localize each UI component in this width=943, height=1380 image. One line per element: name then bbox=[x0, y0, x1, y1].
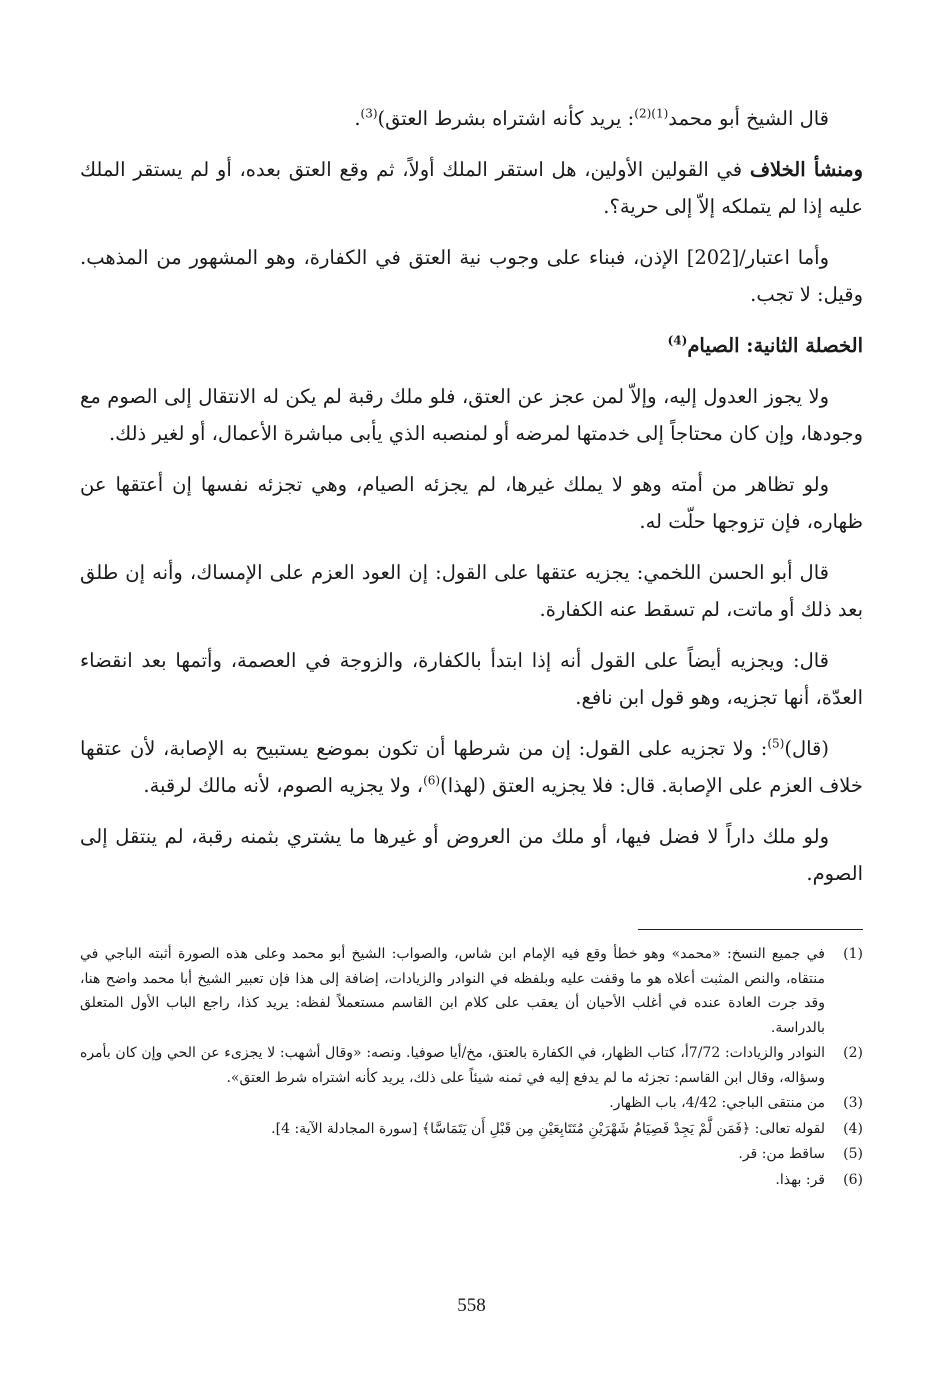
footnote bbox=[80, 1091, 863, 1116]
paragraph-4: ولا يجوز العدول إليه، وإلاّ لمن عجز عن العتق، فلو ملك رقبة لم يكن له الانتقال إلى الصوم مع وجودها، وإن كان محتاجاً إلى خدمتها لمرضه أو لمنصبه الذي يأبى مباشرة الأعمال، أو لغير ذلك. bbox=[80, 385, 863, 445]
text: (قال) bbox=[784, 737, 829, 760]
footnote-number: (3) bbox=[843, 1095, 863, 1111]
footnote-number: (2) bbox=[843, 1045, 863, 1061]
footnote bbox=[80, 1168, 863, 1193]
text: : يريد كأنه اشتراه بشرط العتق) bbox=[377, 107, 635, 130]
footnote-ref[interactable]: (2) bbox=[634, 106, 652, 121]
paragraph-6: قال أبو الحسن اللخمي: يجزيه عتقها على القول: إن العود العزم على الإمساك، وأنه إن طلق بعد ذلك أو ماتت، لم تسقط عنه الكفارة. bbox=[80, 561, 863, 621]
footnote bbox=[80, 1117, 863, 1142]
text: في القولين الأولين، هل استقر الملك أولاً، ثم وقع العتق بعده، أو لم يستقر الملك عليه إذا لم يتملكه إلاّ إلى حرية؟. bbox=[80, 158, 863, 218]
footnote bbox=[80, 1041, 863, 1090]
paragraph-8 bbox=[80, 730, 863, 804]
footnote-text: قر: بهذا. bbox=[775, 1171, 825, 1188]
footnote-ref[interactable]: (5) bbox=[767, 736, 785, 751]
paragraph-3: وأما اعتبار/[202] الإذن، فبناء على وجوب نية العتق في الكفارة، وهو المشهور من المذهب. وقيل: لا تجب. bbox=[80, 246, 863, 306]
footnote-ref[interactable]: (3) bbox=[360, 106, 378, 121]
footnote-number: (1) bbox=[843, 946, 863, 962]
paragraph-1 bbox=[80, 100, 863, 137]
paragraph-7: قال: ويجزيه أيضاً على القول أنه إذا ابتدأ بالكفارة، والزوجة في العصمة، وأتمها بعد انقضاء العدّة، أنها تجزيه، وهو قول ابن نافع. bbox=[80, 649, 863, 709]
text: : ولا تجزيه على القول: إن من شرطها أن تكون بموضع يستبيح به الإصابة، لأن عتقها خلاف العزم على الإصابة. قال: فلا يجزيه العتق (لهذا) bbox=[80, 737, 863, 797]
paragraph-5: ولو تظاهر من أمته وهو لا يملك غيرها، لم يجزئه الصيام، وهي تجزئه نفسها إن أعتقها عن ظهاره، فإن تزوجها حلّت له. bbox=[80, 473, 863, 533]
footnote-text: من منتقى الباجي: 4/42، باب الظهار. bbox=[609, 1095, 825, 1111]
paragraph-9: ولو ملك داراً لا فضل فيها، أو ملك من العروض أو غيرها ما يشتري بثمنه رقبة، لم ينتقل إلى الصوم. bbox=[80, 825, 863, 885]
footnote bbox=[80, 942, 863, 1040]
footnote-text: لقوله تعالى: ﴿فَمَن لَّمْ يَجِدْ فَصِيَامُ شَهْرَيْنِ مُتَتَابِعَيْنِ مِن قَبْلِ أَن يَتَمَاسَّا﴾ [سورة المجادلة الآية: 4]. bbox=[271, 1120, 825, 1137]
footnote-number: (4) bbox=[843, 1120, 863, 1137]
footnotes bbox=[80, 942, 863, 1193]
footnote-text: في جميع النسخ: «محمد» وهو خطأ وقع فيه الإمام ابن شاس، والصواب: الشيخ أبو محمد وعلى هذه الصورة أثبته الباجي في منتقاه، والنص المثبت أعلاه هو ما وقفت عليه وبلفظه في النوادر والزيادات، إضافة إلى هذا فإن تعبير الشيخ أبا محمد واضح هنا، وقد جرت العادة عنده في أغلب الأحيان أن يعقب على كلام ابن القاسم مستعملاً لفظه: يريد كذا، راجع الباب الأول المتعلق بالدراسة. bbox=[80, 946, 825, 1036]
text: . bbox=[354, 107, 361, 130]
footnote-number: (5) bbox=[843, 1146, 863, 1162]
text: ، ولا يجزيه الصوم، لأنه مالك لرقبة. bbox=[143, 774, 424, 797]
main-text bbox=[80, 100, 863, 906]
page-number: 558 bbox=[457, 1295, 486, 1316]
footnote-text: النوادر والزيادات: 7/72أ، كتاب الظهار، في الكفارة بالعتق، مخ/أيا صوفيا. ونصه: «وقال أشهب: لا يجزىء عن الحي وإن كان بأمره وسؤاله، وقال ابن القاسم: تجزئه ما لم يدفع إليه في ثمنه شيئاً على ذلك، يريد كأنه اشتراه شرط العتق». bbox=[80, 1045, 825, 1086]
footnote-ref[interactable]: (6) bbox=[423, 773, 441, 788]
section-heading bbox=[80, 327, 863, 364]
heading-text: الخصلة الثانية: الصيام bbox=[687, 334, 863, 357]
text: قال الشيخ أبو محمد bbox=[668, 107, 829, 130]
bold-term: ومنشأ الخلاف bbox=[749, 158, 863, 181]
footnote-ref[interactable]: (4) bbox=[667, 333, 688, 348]
footnote-text: ساقط من: قر. bbox=[738, 1146, 825, 1162]
footnote-divider bbox=[638, 929, 863, 930]
footnote-ref[interactable]: (1) bbox=[651, 106, 669, 121]
footnote bbox=[80, 1142, 863, 1167]
paragraph-2 bbox=[80, 151, 863, 225]
footnote-number: (6) bbox=[843, 1171, 863, 1188]
